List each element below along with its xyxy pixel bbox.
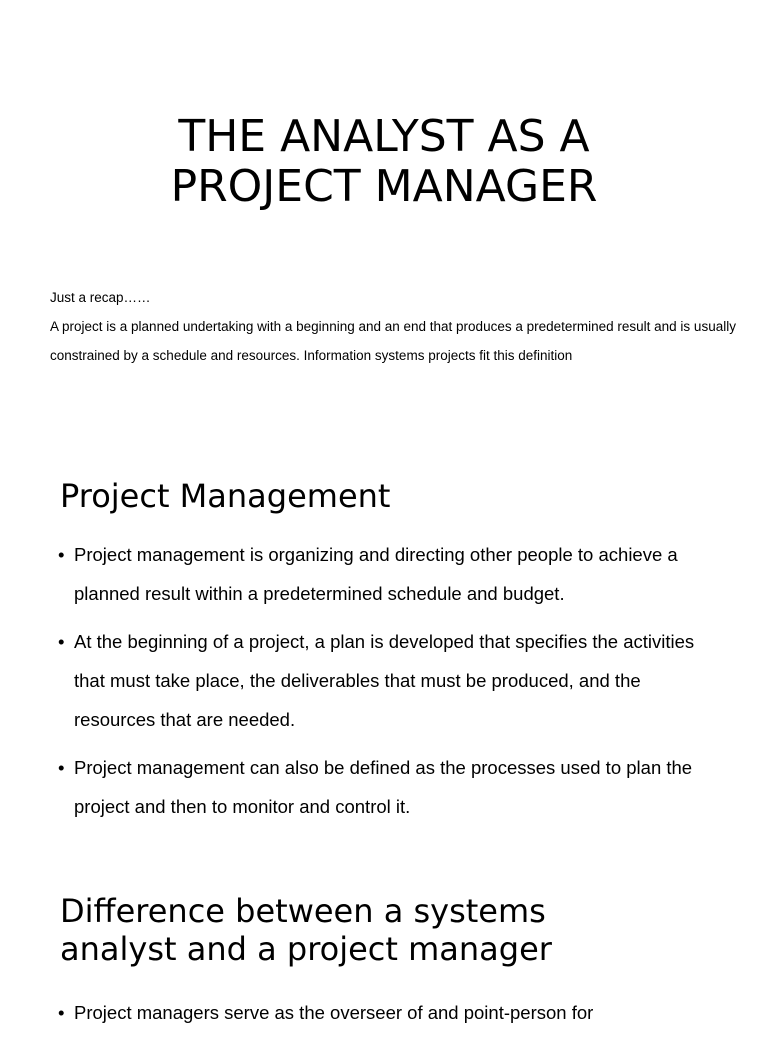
section-heading-project-management — [60, 477, 750, 515]
bullet-text: Project management can also be defined as the processes used to plan the project and then to monitor and control it. — [74, 757, 693, 817]
bullet-text: Project management is organizing and directing other people to achieve a planned result within a predetermined schedule and budget. — [74, 544, 678, 604]
page-title-line-2: PROJECT MANAGER — [170, 161, 598, 212]
bullet-icon: • — [58, 757, 65, 778]
section-heading-text: Project Management — [60, 477, 391, 515]
recap-intro: Just a recap…… — [50, 290, 151, 305]
project-definition: A project is a planned undertaking with a beginning and an end that produces a predetermined result and is usually constrained by a schedule and resources. Information systems projects fit this definition — [50, 319, 736, 363]
project-management-bullet-list — [58, 535, 718, 835]
page-title — [0, 112, 768, 212]
page-title-line-1: THE ANALYST AS A — [178, 111, 590, 162]
difference-bullet-list — [58, 993, 718, 1041]
section-heading-line-1: Difference between a systems — [60, 892, 546, 930]
bullet-item — [58, 622, 718, 739]
bullet-item — [58, 535, 718, 613]
section-heading-analyst-vs-manager — [60, 892, 750, 968]
bullet-item — [58, 993, 718, 1032]
bullet-icon: • — [58, 1002, 65, 1023]
recap-section — [50, 283, 750, 370]
bullet-text: At the beginning of a project, a plan is developed that specifies the activities that must take place, the deliverables that must be produced, and the resources that are needed. — [74, 631, 695, 730]
section-heading-line-2: analyst and a project manager — [60, 930, 552, 968]
bullet-text: Project managers serve as the overseer of and point-person for — [74, 1002, 594, 1023]
bullet-icon: • — [58, 544, 65, 565]
bullet-icon: • — [58, 631, 65, 652]
bullet-item — [58, 748, 718, 826]
